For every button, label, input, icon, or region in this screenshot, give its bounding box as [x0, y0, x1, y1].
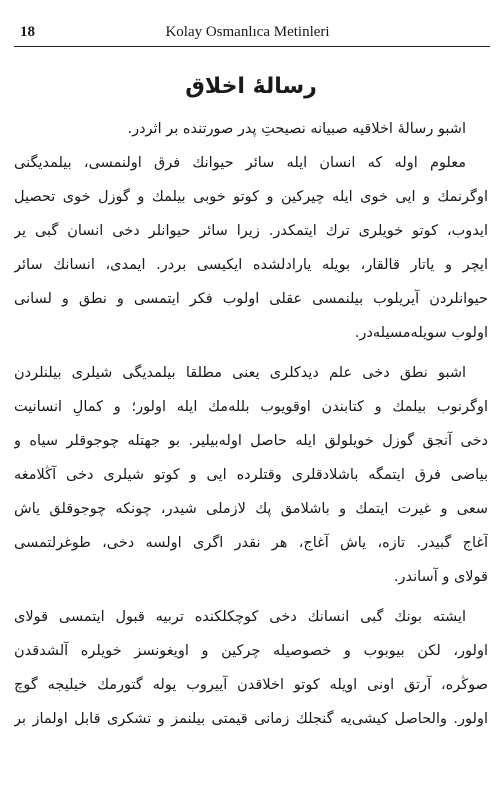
- text-line: اوگرنوب بیلمك و کتابندن اوقویوب بللەمك ایله اولور؛ و کمالِ انسانیت: [14, 399, 488, 415]
- text-line: اولور. والحاصل کیشی‌یه گنجلك زمانی قیمتی بیلنمز و تشکری قابل اولماز بر: [14, 711, 488, 727]
- text-line: ایچر و یاتار قالقار، بویله یارادلشده ایکیسی بردر. ایمدی، انسانك سائر: [14, 257, 488, 273]
- text-line: بیاضی فرق ایتمگه باشلادقلری وقتلرده ایی و کوتو شیلری دخی آڭلامغه: [14, 467, 488, 483]
- text-line: اوگرنمك و ایی خوی ایله چیرکین و کوتو خوبی بیلمك و گوزل خوی تحصیل: [14, 189, 488, 205]
- paragraph-1: [14, 112, 488, 146]
- text-line: دخی آنجق گوزل خویلولق ایله حاصل اوله‌بیلیر. بو جهتله چوجوقلر سیاه و: [14, 433, 488, 449]
- text-line: سعی و غیرت ایتمك و باشلامق پك لازملی شیدر، چونکه چوجوقلق یاش: [14, 501, 488, 517]
- text-line: ایشته بونك گبی انسانك دخی کوچکلکنده تربیه قبول ایتمسی قولای: [14, 609, 466, 625]
- text-line: صوڭره، آرتق اونی اویله کوتو اخلاقدن آییروب یوله گتورمك خیلیجه گوچ: [14, 677, 488, 693]
- paragraph-4: [14, 600, 488, 736]
- paragraph-2: [14, 146, 488, 350]
- text-line: ایدوب، کوتو خویلری ترك ایتمکدر. زیرا سائر حیوانلر دخی انسان گبی یر: [14, 223, 488, 239]
- document-body: [14, 72, 488, 736]
- running-title: Kolay Osmanlıca Metinleri: [165, 24, 330, 40]
- text-line: حیوانلردن آیریلوب بیلنمسی عقلی اولوب فکر ایتمسی و نطق و لسانی: [14, 291, 488, 307]
- page-header: [14, 10, 490, 47]
- text-line: قولای و آساندر.: [393, 569, 488, 585]
- text-line: اشبو نطق دخی علم دیدکلری یعنی مطلقا بیلمدیگی شیلری بیلنلردن: [14, 365, 466, 381]
- paragraph-3: [14, 356, 488, 594]
- text-line: اولور، لکن بیوبوب و خصوصیله چرکین و اویغونسز خویلره آلشدقدن: [14, 643, 488, 659]
- section-title: رسالۀ اخلاق: [185, 74, 317, 99]
- text-line: اولوب سویله‌مسیله‌در.: [354, 325, 488, 341]
- text-line: آغاج گبیدر. تازه، یاش آغاج، هر نقدر اگری اولسه دخی، طوغرلتمسی: [14, 535, 488, 551]
- text-line: اشبو رسالۀ اخلاقیه صبیانه نصیحتِ پدر صورتنده بر اثردر.: [127, 121, 466, 137]
- page-number: 18: [20, 24, 35, 40]
- text-line: معلوم اوله که انسان ایله سائر حیوانك فرق اولنمسی، بیلمدیگنی: [14, 155, 466, 171]
